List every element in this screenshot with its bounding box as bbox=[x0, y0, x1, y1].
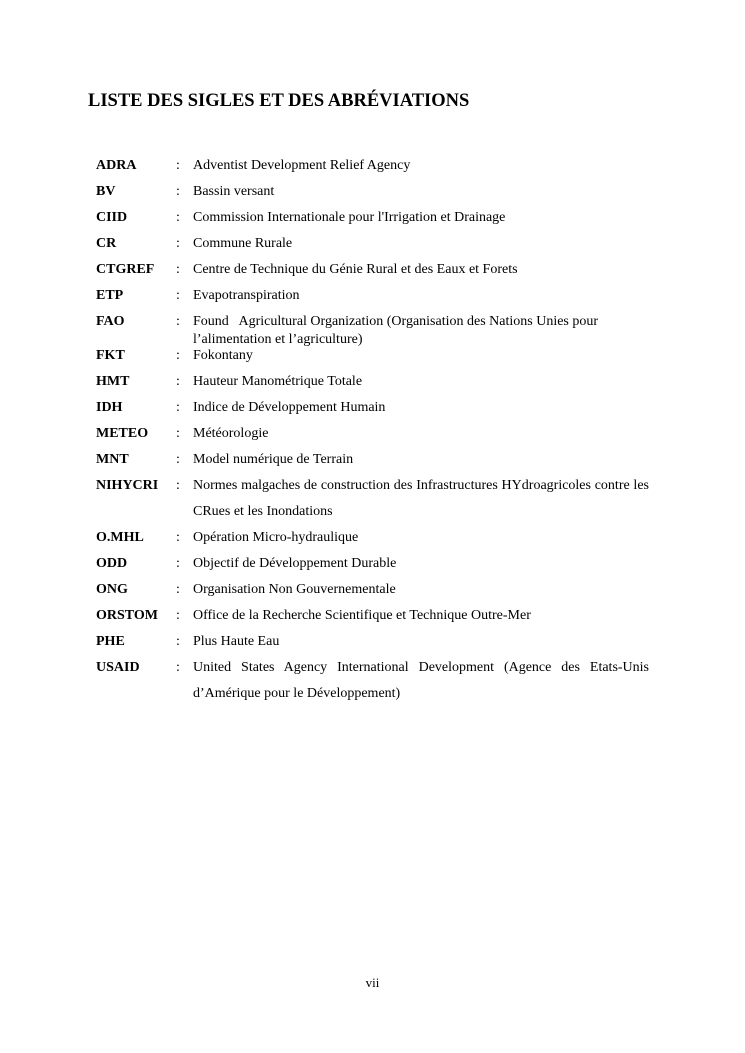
definition: Commission Internationale pour l'Irrigation et Drainage bbox=[193, 210, 506, 225]
separator: : bbox=[176, 210, 180, 225]
abbreviation-entry-orstom bbox=[96, 607, 649, 633]
separator: : bbox=[176, 556, 180, 571]
abbreviation-entry-fkt bbox=[96, 347, 649, 373]
abbreviation-entry-ong bbox=[96, 581, 649, 607]
separator: : bbox=[176, 184, 180, 199]
separator: : bbox=[176, 158, 180, 173]
abbreviation-entry-idh bbox=[96, 399, 649, 425]
definition: Model numérique de Terrain bbox=[193, 452, 354, 467]
definition: Objectif de Développement Durable bbox=[193, 556, 397, 571]
abbreviation: BV bbox=[96, 184, 116, 199]
definition: Météorologie bbox=[193, 426, 269, 441]
definition: Normes malgaches de construction des Infrastructures HYdroagricoles contre les CRues et les Inondations bbox=[193, 478, 649, 519]
abbreviation-entry-hmt bbox=[96, 373, 649, 399]
definition: Hauteur Manométrique Totale bbox=[193, 374, 363, 389]
separator: : bbox=[176, 348, 180, 363]
abbreviation-entry-cr bbox=[96, 235, 649, 261]
abbreviation-entry-ctgref bbox=[96, 261, 649, 287]
abbreviation-entry-ciid bbox=[96, 209, 649, 235]
separator: : bbox=[176, 608, 180, 623]
definition: Opération Micro-hydraulique bbox=[193, 530, 359, 545]
abbreviation: CIID bbox=[96, 210, 128, 225]
abbreviation: USAID bbox=[96, 660, 140, 675]
definition: Centre de Technique du Génie Rural et des Eaux et Forets bbox=[193, 262, 518, 277]
separator: : bbox=[176, 314, 180, 329]
abbreviation-entry-fao bbox=[96, 313, 649, 347]
abbreviation: IDH bbox=[96, 400, 123, 415]
abbreviation: NIHYCRI bbox=[96, 478, 159, 493]
abbreviation: METEO bbox=[96, 426, 149, 441]
separator: : bbox=[176, 288, 180, 303]
abbreviation: O.MHL bbox=[96, 530, 144, 545]
abbreviation-entry-bv bbox=[96, 183, 649, 209]
definition: Found Agricultural Organization (Organisation des Nations Unies pour l’alimentation et l’agriculture) bbox=[193, 314, 602, 347]
definition: Organisation Non Gouvernementale bbox=[193, 582, 396, 597]
abbreviation-entry-nihycri bbox=[96, 477, 649, 529]
page-number: vii bbox=[365, 975, 380, 990]
separator: : bbox=[176, 634, 180, 649]
definition: Office de la Recherche Scientifique et Technique Outre-Mer bbox=[193, 608, 531, 623]
definition: Evapotranspiration bbox=[193, 288, 300, 303]
definition: Commune Rurale bbox=[193, 236, 293, 251]
separator: : bbox=[176, 374, 180, 389]
page-title: LISTE DES SIGLES ET DES ABRÉVIATIONS bbox=[88, 91, 470, 111]
abbreviation-entry-meteo bbox=[96, 425, 649, 451]
abbreviation: ODD bbox=[96, 556, 128, 571]
abbreviation-list bbox=[96, 157, 649, 711]
separator: : bbox=[176, 452, 180, 467]
separator: : bbox=[176, 530, 180, 545]
abbreviation: ONG bbox=[96, 582, 128, 597]
separator: : bbox=[176, 478, 180, 493]
abbreviation: FKT bbox=[96, 348, 125, 363]
separator: : bbox=[176, 262, 180, 277]
abbreviation: ETP bbox=[96, 288, 124, 303]
abbreviation: MNT bbox=[96, 452, 129, 467]
abbreviation: FAO bbox=[96, 314, 125, 329]
abbreviation: ORSTOM bbox=[96, 608, 158, 623]
definition: Fokontany bbox=[193, 348, 253, 363]
separator: : bbox=[176, 426, 180, 441]
definition: Indice de Développement Humain bbox=[193, 400, 386, 415]
abbreviation-entry-odd bbox=[96, 555, 649, 581]
abbreviation-entry-adra bbox=[96, 157, 649, 183]
separator: : bbox=[176, 582, 180, 597]
separator: : bbox=[176, 400, 180, 415]
abbreviation-entry-usaid bbox=[96, 659, 649, 711]
separator: : bbox=[176, 660, 180, 675]
abbreviation: ADRA bbox=[96, 158, 137, 173]
definition: Bassin versant bbox=[193, 184, 275, 199]
separator: : bbox=[176, 236, 180, 251]
definition: Plus Haute Eau bbox=[193, 634, 280, 649]
abbreviation-entry-etp bbox=[96, 287, 649, 313]
abbreviation: PHE bbox=[96, 634, 125, 649]
abbreviation-entry-omhl bbox=[96, 529, 649, 555]
abbreviation: CTGREF bbox=[96, 262, 155, 277]
definition: Adventist Development Relief Agency bbox=[193, 158, 411, 173]
abbreviation: CR bbox=[96, 236, 117, 251]
definition: United States Agency International Development (Agence des Etats-Unis d’Amérique pour le Développement) bbox=[193, 660, 649, 701]
abbreviation: HMT bbox=[96, 374, 130, 389]
